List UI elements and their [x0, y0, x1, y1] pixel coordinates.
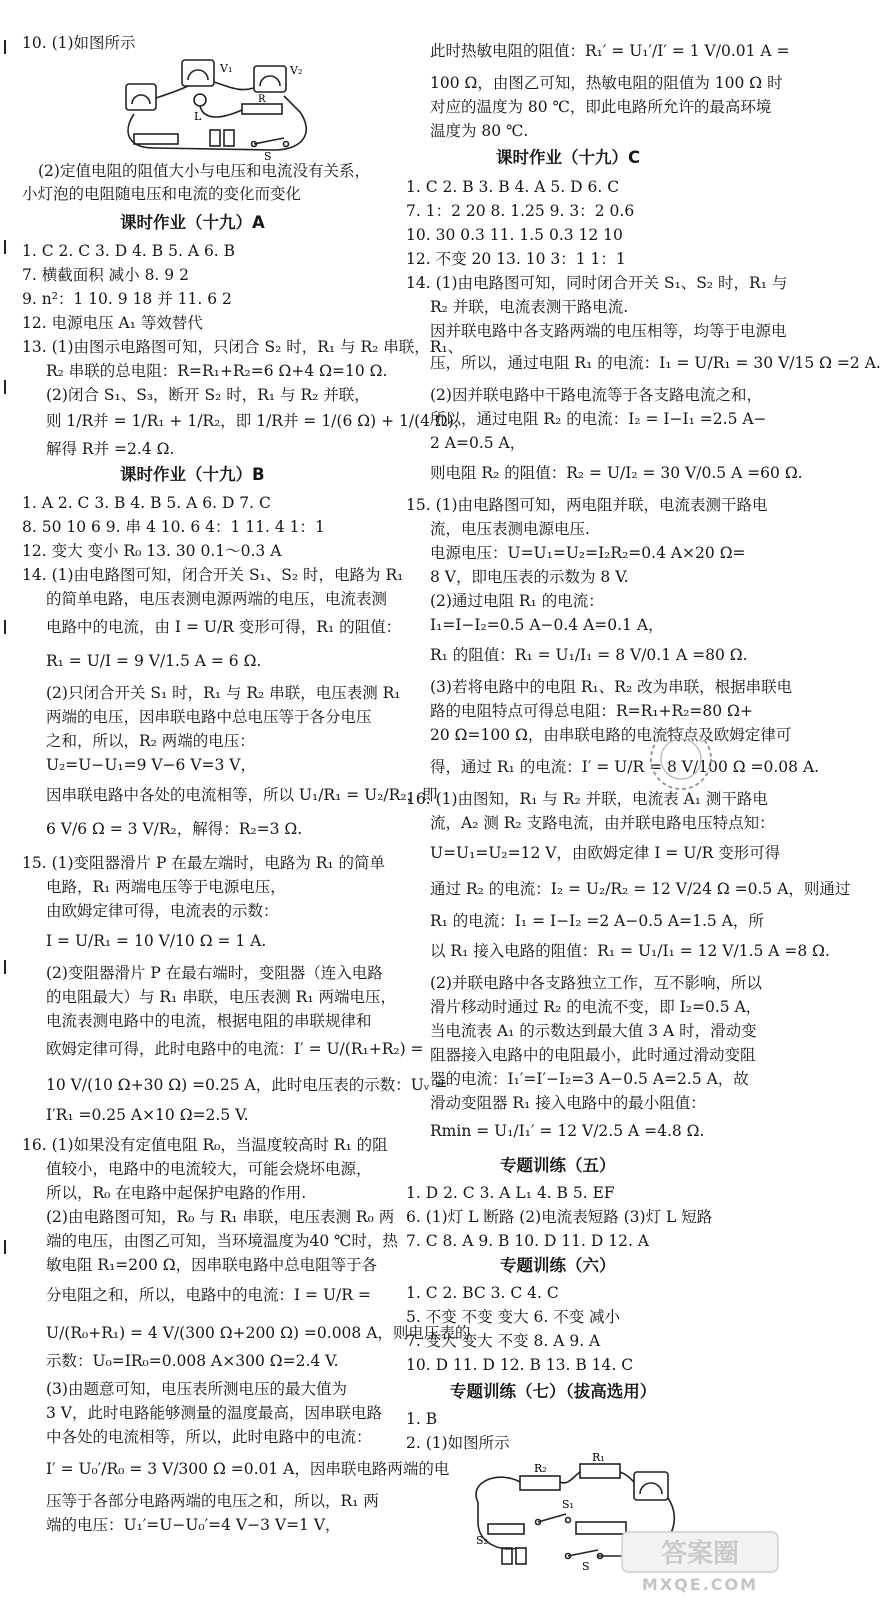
answer-line: 阻器接入电路中的电阻最小，此时通过滑动变阻 [430, 1046, 756, 1064]
section-title-c: 课时作业（十九）C [496, 148, 641, 167]
answer-line: 端的电压，由图乙可知，当环境温度为40 ℃时，热 [46, 1232, 398, 1250]
answer-line: 欧姆定律可得，此时电路中的电流：I′ = U/(R₁+R₂) = [46, 1040, 424, 1058]
answer-line: 路的电阻特点可得总电阻：R=R₁+R₂=80 Ω+ [430, 702, 753, 720]
answer-line: 电路，R₁ 两端电压等于电源电压， [46, 878, 286, 896]
answer-line: 14. (1)由电路图可知，同时闭合开关 S₁、S₂ 时，R₁ 与 [406, 274, 788, 292]
section-title-topic6: 专题训练（六） [500, 1256, 616, 1275]
answer-line: 1. A 2. C 3. B 4. B 5. A 6. D 7. C [22, 494, 271, 512]
answer-line: 因并联电路中各支路两端的电压相等，均等于电源电 [430, 322, 787, 340]
answer-line: Rmin = U₁/I₁′ = 12 V/2.5 A =4.8 Ω. [430, 1122, 705, 1140]
answer-line: 电路中的电流，由 I = U/R 变形可得，R₁ 的阻值： [46, 618, 402, 636]
watermark-text: 答案圈 [660, 1539, 740, 1569]
answer-line: 值较小，电路中的电流较大，可能会烧坏电源， [46, 1160, 372, 1178]
answer-line: 5. 不变 不变 变大 6. 不变 减小 [406, 1308, 621, 1326]
answer-line: 解得 R并 =2.4 Ω. [46, 440, 175, 458]
answer-line: 当电流表 A₁ 的示数达到最大值 3 A 时，滑动变 [430, 1022, 757, 1040]
answer-line: 的电阻最大）与 R₁ 串联，电压表测 R₁ 两端电压， [46, 988, 396, 1006]
answer-line: (2)变阻器滑片 P 在最右端时，变阻器（连入电路 [46, 964, 383, 982]
answer-line: 以 R₁ 接入电路的阻值：R₁ = U₁/I₁ = 12 V/1.5 A =8 Ω. [430, 942, 830, 960]
answer-line: 由欧姆定律可得，电流表的示数： [46, 902, 279, 920]
watermark-logo [620, 1530, 780, 1596]
answer-line: 滑片移动时通过 R₂ 的电流不变，即 I₂=0.5 A， [430, 998, 762, 1016]
answer-line: 15. (1)变阻器滑片 P 在最左端时，电路为 R₁ 的简单 [22, 854, 386, 872]
answer-line: R₂ 并联，电流表测干路电流. [430, 298, 629, 316]
answer-line: I₁=I−I₂=0.5 A−0.4 A=0.1 A， [430, 616, 664, 634]
answer-line: I = U/R₁ = 10 V/10 Ω = 1 A. [46, 932, 267, 950]
section-title-b: 课时作业（十九）B [120, 465, 265, 484]
answer-line: (3)若将电路中的电阻 R₁、R₂ 改为串联，根据串联电 [430, 678, 793, 696]
answer-line: 7. C 8. A 9. B 10. D 11. D 12. A [406, 1232, 650, 1250]
answer-line: 3 V，此时电路能够测量的温度最高，因串联电路 [46, 1404, 382, 1422]
q10-head: 10. (1)如图所示 [22, 34, 136, 52]
margin-tick [4, 40, 6, 54]
answer-line: 之和，所以，R₂ 两端的电压： [46, 732, 255, 750]
answer-line: I′ = U₀′/R₀ = 3 V/300 Ω =0.01 A，因串联电路两端的电 [46, 1460, 450, 1478]
answer-line: 10. D 11. D 12. B 13. B 14. C [406, 1356, 634, 1374]
answer-line: 2 A=0.5 A， [430, 434, 526, 452]
answer-line: 则 1/R并 = 1/R₁ + 1/R₂，即 1/R并 = 1/(6 Ω) + 1/(4 Ω)， [46, 412, 470, 430]
answer-line: U/(R₀+R₁) = 4 V/(300 Ω+200 Ω) =0.008 A，则电压表的 [46, 1324, 471, 1342]
section-title-a: 课时作业（十九）A [120, 213, 265, 232]
answer-line: 13. (1)由图示电路图可知，只闭合 S₂ 时，R₁ 与 R₂ 串联，R₁、 [22, 338, 464, 356]
answer-line: R₁ = U/I = 9 V/1.5 A = 6 Ω. [46, 652, 262, 670]
answer-line: 1. C 2. B 3. B 4. A 5. D 6. C [406, 178, 620, 196]
fig2-label-r1: R₁ [592, 1451, 605, 1464]
answer-line: 电流表测电路中的电流，根据电阻的串联规律和 [46, 1012, 372, 1030]
answer-line: 100 Ω，由图乙可知，热敏电阻的阻值为 100 Ω 时 [430, 74, 783, 92]
answer-line: R₁ 的阻值：R₁ = U₁/I₁ = 8 V/0.1 A =80 Ω. [430, 646, 748, 664]
answer-line: 所以，R₀ 在电路中起保护电路的作用. [46, 1184, 307, 1202]
circuit-figure-1 [114, 52, 324, 163]
answer-line: 1. C 2. C 3. D 4. B 5. A 6. B [22, 242, 236, 260]
answer-line: 1. D 2. C 3. A L₁ 4. B 5. EF [406, 1184, 615, 1202]
q10-part2-a: (2)定值电阻的阻值大小与电压和电流没有关系， [38, 162, 370, 180]
answer-line: (2)通过电阻 R₁ 的电流： [430, 592, 604, 610]
answer-line: 2. (1)如图所示 [406, 1434, 510, 1452]
answer-line: 6. (1)灯 L 断路 (2)电流表短路 (3)灯 L 短路 [406, 1208, 713, 1226]
answer-line: 敏电阻 R₁=200 Ω，因串联电路中总电阻等于各 [46, 1256, 378, 1274]
answer-line: 流，A₂ 测 R₂ 支路电流，由并联电路电压特点知： [430, 814, 775, 832]
answer-line: 则电阻 R₂ 的阻值：R₂ = U/I₂ = 30 V/0.5 A =60 Ω. [430, 464, 803, 482]
answer-line: R₂ 串联的总电阻：R=R₁+R₂=6 Ω+4 Ω=10 Ω. [46, 362, 388, 380]
answer-line: 温度为 80 ℃. [430, 122, 529, 140]
answer-line: 8 V，即电压表的示数为 8 V. [430, 568, 629, 586]
margin-tick [4, 620, 6, 634]
q10-part2-b: 小灯泡的电阻随电压和电流的变化而变化 [22, 185, 302, 203]
answer-line: U=U₁=U₂=12 V，由欧姆定律 I = U/R 变形可得 [430, 844, 781, 862]
answer-line: 14. (1)由电路图可知，闭合开关 S₁、S₂ 时，电路为 R₁ [22, 566, 404, 584]
margin-tick [4, 1240, 6, 1254]
answer-line: 压等于各部分电路两端的电压之和，所以，R₁ 两 [46, 1492, 379, 1510]
answer-line: 1. C 2. BC 3. C 4. C [406, 1284, 559, 1302]
answer-line: 6 V/6 Ω = 3 V/R₂，解得：R₂=3 Ω. [46, 820, 303, 838]
answer-line: 16. (1)如果没有定值电阻 R₀，当温度较高时 R₁ 的阻 [22, 1136, 388, 1154]
answer-line: 12. 电源电压 A₁ 等效替代 [22, 314, 203, 332]
fig1-label-r: R [258, 94, 266, 105]
answer-line: 流，电压表测电源电压. [430, 520, 590, 538]
answer-line: (2)由电路图可知，R₀ 与 R₁ 串联，电压表测 R₀ 两 [46, 1208, 395, 1226]
answer-line: 7. 变大 变大 不变 8. A 9. A [406, 1332, 601, 1350]
answer-line: 中各处的电流相等，所以，此时电路中的电流： [46, 1428, 372, 1446]
watermark-url: MXQE.COM [641, 1575, 759, 1594]
fig1-label-v2: V₂ [290, 64, 303, 77]
answer-line: (2)只闭合开关 S₁ 时，R₁ 与 R₂ 串联，电压表测 R₁ [46, 684, 401, 702]
answer-line: 所以，通过电阻 R₂ 的电流：I₂ = I−I₁ =2.5 A− [430, 410, 767, 428]
section-title-topic7: 专题训练（七）（拔高选用） [450, 1382, 657, 1401]
answer-line: 16. (1)由图知，R₁ 与 R₂ 并联，电流表 A₁ 测干路电 [406, 790, 768, 808]
answer-line: 15. (1)由电路图可知，两电阻并联，电流表测干路电 [406, 496, 768, 514]
answer-line: 1. B [406, 1410, 438, 1428]
answer-line: 端的电压：U₁′=U−U₀′=4 V−3 V=1 V， [46, 1516, 341, 1534]
fig2-label-s: S [582, 1560, 590, 1573]
fig2-label-r2: R₂ [534, 1462, 547, 1475]
answer-line: 器的电流：I₁′=I′−I₂=3 A−0.5 A=2.5 A，故 [430, 1070, 749, 1088]
answer-line: 8. 50 10 6 9. 串 4 10. 6 4：1 11. 4 1：1 [22, 518, 325, 536]
answer-line: 对应的温度为 80 ℃，即此电路所允许的最高环境 [430, 98, 772, 116]
answer-line: U₂=U−U₁=9 V−6 V=3 V， [46, 756, 256, 774]
answer-line: I′R₁ =0.25 A×10 Ω=2.5 V. [46, 1106, 249, 1124]
answer-line: 9. n²：1 10. 9 18 并 11. 6 2 [22, 290, 232, 308]
answer-line: 示数：U₀=IR₀=0.008 A×300 Ω=2.4 V. [46, 1352, 339, 1370]
answer-line: (2)并联电路中各支路独立工作，互不影响，所以 [430, 974, 762, 992]
answer-line: 7. 横截面积 减小 8. 9 2 [22, 266, 189, 284]
answer-line: 滑动变阻器 R₁ 接入电路中的最小阻值： [430, 1094, 706, 1112]
answer-line: (3)由题意可知，电压表所测电压的最大值为 [46, 1380, 347, 1398]
answer-line: 10. 30 0.3 11. 1.5 0.3 12 10 [406, 226, 623, 244]
answer-line: 7. 1：2 20 8. 1.25 9. 3：2 0.6 [406, 202, 635, 220]
answer-line: 分电阻之和，所以，电路中的电流：I = U/R = [46, 1286, 371, 1304]
margin-tick [4, 380, 6, 394]
fig1-label-s: S [264, 150, 272, 163]
answer-line: 通过 R₂ 的电流：I₂ = U₂/R₂ = 12 V/24 Ω =0.5 A，则通过 [430, 880, 851, 898]
answer-line: 因串联电路中各处的电流相等，所以 U₁/R₁ = U₂/R₂，即 [46, 786, 438, 804]
answer-line: R₁ 的电流：I₁ = I−I₂ =2 A−0.5 A=1.5 A，所 [430, 912, 764, 930]
answer-line: 20 Ω=100 Ω，由串联电路的电流特点及欧姆定律可 [430, 726, 792, 744]
answer-line: 此时热敏电阻的阻值：R₁′ = U₁′/I′ = 1 V/0.01 A = [430, 42, 790, 60]
answer-line: (2)闭合 S₁、S₃，断开 S₂ 时，R₁ 与 R₂ 并联， [46, 386, 370, 404]
answer-line: 两端的电压，因串联电路中总电压等于各分电压 [46, 708, 372, 726]
fig2-label-s2: S₂ [476, 1534, 488, 1547]
answer-line: (2)因并联电路中干路电流等于各支路电流之和， [430, 386, 762, 404]
answer-line: 得，通过 R₁ 的电流：I′ = U/R = 8 V/100 Ω =0.08 A. [430, 758, 820, 776]
seal-stamp [646, 724, 716, 794]
answer-line: 12. 变大 变小 R₀ 13. 30 0.1～0.3 A [22, 542, 282, 560]
answer-line: 12. 不变 20 13. 10 3：1 1：1 [406, 250, 626, 268]
section-title-topic5: 专题训练（五） [500, 1156, 616, 1175]
margin-tick [4, 240, 6, 254]
fig1-label-v1: V₁ [220, 62, 233, 75]
answer-line: 电源电压：U=U₁=U₂=I₂R₂=0.4 A×20 Ω= [430, 544, 746, 562]
fig2-label-s1: S₁ [562, 1498, 574, 1511]
answer-line: 压，所以，通过电阻 R₁ 的电流：I₁ = U/R₁ = 30 V/15 Ω =2 A. [430, 354, 881, 372]
margin-tick [4, 960, 6, 974]
fig1-label-l: L [194, 110, 202, 123]
answer-line: 的简单电路，电压表测电源两端的电压，电流表测 [46, 590, 388, 608]
answer-line: 10 V/(10 Ω+30 Ω) =0.25 A，此时电压表的示数：Uᵥ = [46, 1076, 448, 1094]
